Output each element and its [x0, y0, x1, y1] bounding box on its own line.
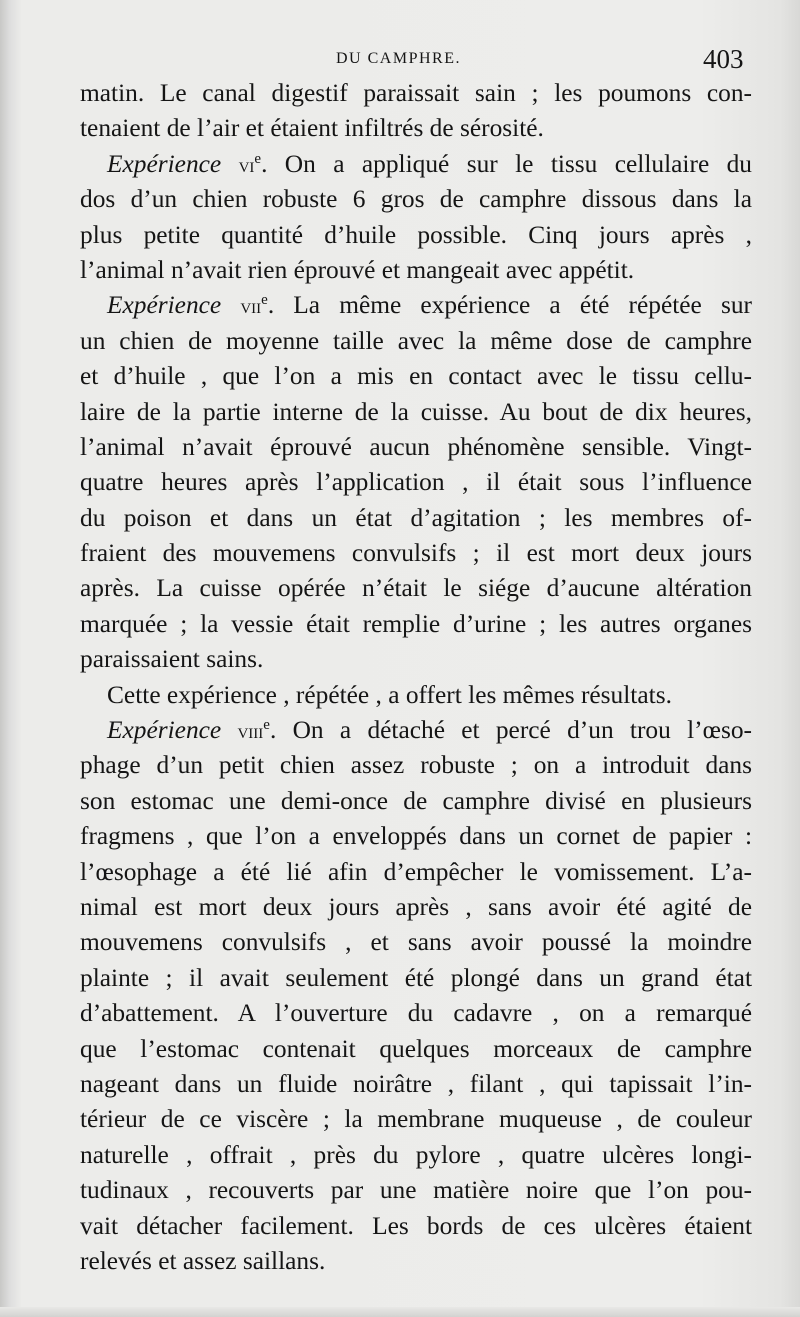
experience-numeral: viii	[237, 718, 264, 744]
text-line: l’animal n’avait rien éprouvé et mangeait avec appétit.	[80, 255, 635, 284]
text-line: fraient des mouvemens convulsifs ; il est mort deux jours	[80, 539, 752, 568]
experience-heading-line	[80, 713, 752, 748]
experience-label: Expérience	[107, 291, 222, 320]
text-line: que l’estomac contenait quelques morceaux de camphre	[80, 1034, 752, 1063]
text-line: fragmens , que l’on a enveloppés dans un cornet de papier :	[80, 822, 752, 851]
text-line: naturelle , offrait , près du pylore , quatre ulcères longi-	[80, 1140, 752, 1169]
numeral-suffix: e	[263, 717, 270, 734]
text-line: tudinaux , recouverts par une matière noire que l’on pou-	[80, 1176, 752, 1205]
text-line: Cette expérience , répétée , a offert les mêmes résultats.	[107, 680, 672, 709]
numeral-suffix: e	[254, 150, 262, 167]
text-line: relevés et assez saillans.	[80, 1246, 326, 1275]
experience-heading-line	[80, 288, 752, 323]
experience-label: Expérience	[107, 716, 222, 745]
numeral-suffix: e	[261, 292, 268, 309]
text-line-rest: . On a détaché et percé d’un trou l’œso-	[269, 716, 752, 745]
text-line: nimal est mort deux jours après , sans avoir été agité de	[80, 892, 752, 921]
text-line: mouvemens convulsifs , et sans avoir poussé la moindre	[80, 928, 752, 957]
text-line: matin. Le canal digestif paraissait sain ; les poumons con-	[80, 79, 752, 107]
text-line: paraissaient sains.	[80, 645, 264, 674]
text-line: son estomac une demi-once de camphre divisé en plusieurs	[80, 786, 752, 815]
text-line: un chien de moyenne taille avec la même dose de camphre	[80, 326, 752, 355]
page-number: 403	[703, 44, 744, 74]
text-line: laire de la partie interne de la cuisse. Au bout de dix heures,	[80, 397, 752, 426]
text-line: dos d’un chien robuste 6 gros de camphre dissous dans la	[80, 185, 752, 214]
body-text	[80, 76, 752, 1279]
experience-heading-line	[80, 147, 752, 182]
text-line: marquée ; la vessie était remplie d’urine ; les autres organes	[80, 609, 752, 638]
text-line: après. La cuisse opérée n’était le siége d’aucune altération	[80, 574, 752, 603]
text-line: du poison et dans un état d’agitation ; les membres of-	[80, 503, 752, 532]
text-line-rest: . On a appliqué sur le tissu cellulaire du	[261, 149, 752, 178]
text-line: quatre heures après l’application , il était sous l’influence	[80, 468, 752, 497]
text-line: plus petite quantité d’huile possible. Cinq jours après ,	[80, 220, 752, 249]
text-line: térieur de ce viscère ; la membrane muqueuse , de couleur	[80, 1105, 752, 1134]
experience-numeral: vi	[238, 151, 255, 177]
page-bottom-edge	[0, 1307, 800, 1317]
text-line: tenaient de l’air et étaient infiltrés de sérosité.	[80, 114, 544, 143]
text-line: d’abattement. A l’ouverture du cadavre , on a remarqué	[80, 999, 752, 1028]
text-line: phage d’un petit chien assez robuste ; on a introduit dans	[80, 751, 752, 780]
text-line: plainte ; il avait seulement été plongé dans un grand état	[80, 963, 752, 992]
text-line: l’animal n’avait éprouvé aucun phénomène sensible. Vingt-	[80, 432, 752, 461]
text-line: l’œsophage a été lié afin d’empêcher le vomissement. L’a-	[80, 857, 752, 886]
text-line: vait détacher facilement. Les bords de ces ulcères étaient	[80, 1211, 752, 1240]
text-line-rest: . La même expérience a été répétée sur	[267, 291, 752, 320]
experience-label: Expérience	[107, 149, 222, 178]
text-line: et d’huile , que l’on a mis en contact avec le tissu cellu-	[80, 362, 752, 391]
experience-numeral: vii	[240, 293, 262, 319]
running-head	[0, 44, 800, 74]
running-title: DU CAMPHRE.	[336, 50, 461, 67]
text-line: nageant dans un fluide noirâtre , filant , qui tapissait l’in-	[80, 1069, 752, 1098]
